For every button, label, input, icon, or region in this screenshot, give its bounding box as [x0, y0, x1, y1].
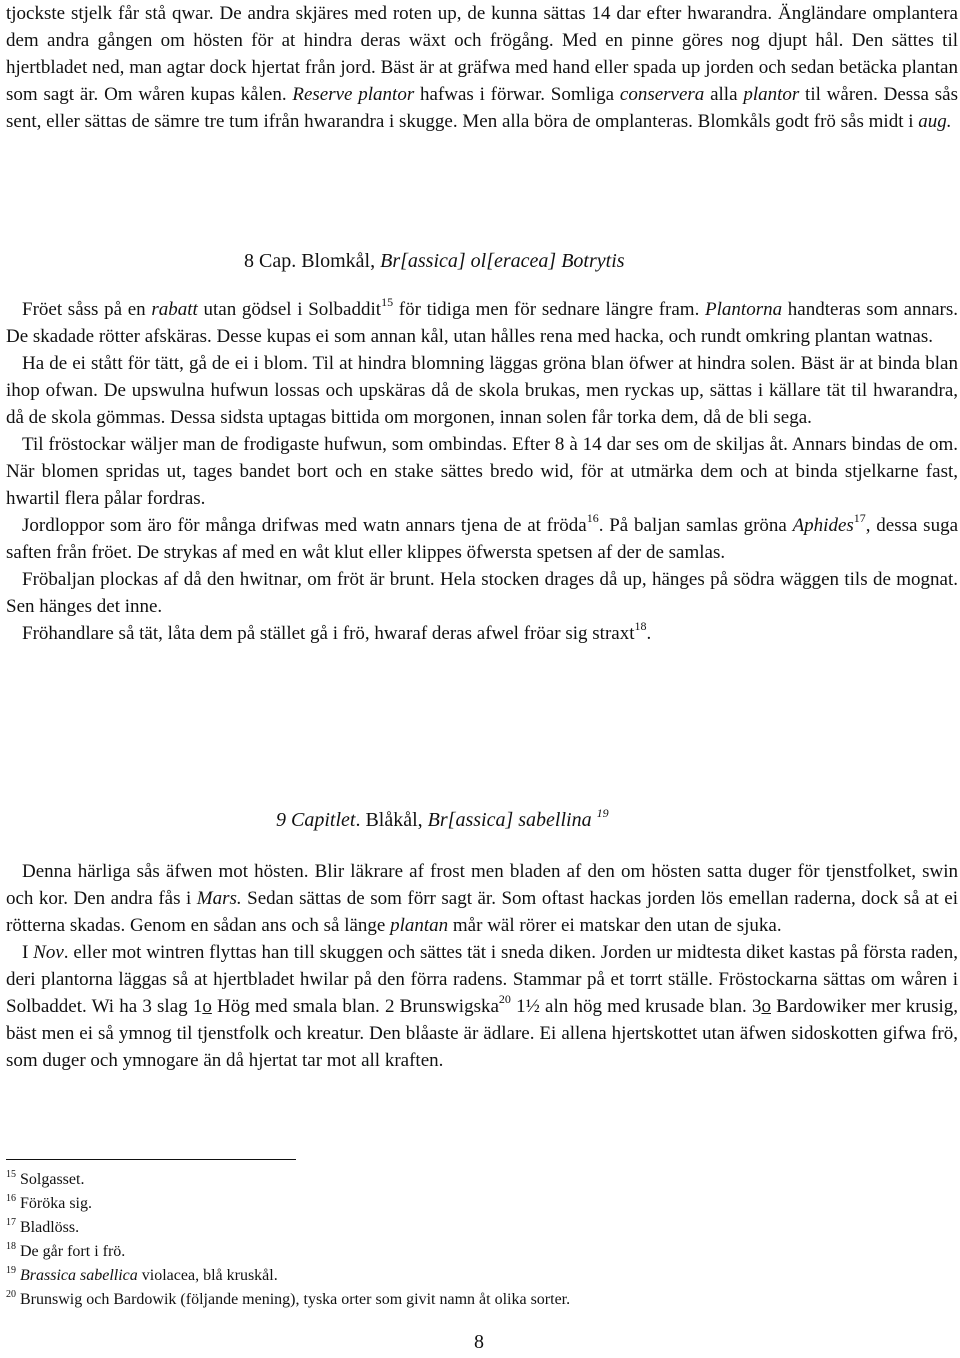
- underlined-text: o: [761, 996, 771, 1017]
- italic-text: rabatt: [151, 299, 198, 320]
- text-run: Bladlöss.: [16, 1219, 80, 1236]
- chapter-heading-8: [244, 249, 625, 273]
- italic-text: Nov: [33, 942, 64, 963]
- text-run: tjockste stjelk får stå qwar. De andra skjäres med roten up, de kunna sättas 14 dar efter hwarandra. Ängländare omplantera dem andra gången om hösten för at hindra deras wäxt och frögång. Med en pinne göres nog djupt hål. Den sättes til hjertbladet ned, man agtar dock hjertat från jord. Bäst är at gräfwa med hand eller spada up jorden och sedan betäcka plantan som sagt är. Om wåren kupas kålen.: [6, 3, 958, 105]
- footnote: [6, 1264, 946, 1288]
- text-run: Til fröstockar wäljer man de frodigaste hufwun, som ombindas. Efter 8 à 14 dar ses om de skiljas åt. Annars bindas de om. När blomen spridas ut, tages bandet bort och en stake sättes bredo wid, för at utmärka dem och at binda stjelkarne fast, hwartil flera pålar fordras.: [6, 434, 958, 509]
- paragraph: [6, 939, 958, 1074]
- paragraph-block-1: [6, 0, 958, 135]
- footnote-ref: 19: [6, 1265, 16, 1276]
- italic-text: Br[assica] sabellina: [427, 809, 592, 831]
- text-run: alla: [704, 84, 744, 105]
- footnote-ref: 17: [6, 1217, 16, 1228]
- text-run: handteras som annars. De skadade rötter afskäras. Desse kupas ei som annan kål, utan hålles rena med hacka, och rundt omkring plantan watnas.: [6, 299, 959, 347]
- italic-text: Reserve plantor: [292, 84, 415, 105]
- italic-text: Aphides: [792, 515, 854, 536]
- chapter-heading-9: [276, 808, 609, 832]
- paragraph-block-3: [6, 858, 958, 1074]
- paragraph: [6, 0, 958, 135]
- footnote-ref: 15: [381, 295, 394, 309]
- footnote-ref: 17: [853, 511, 866, 525]
- italic-text: Mars.: [196, 888, 242, 909]
- text-run: Sedan sättas de som förr sagt är. Som oftast hackas jorden lös emellan raderna, dock så at ei rötterna skadas. Genom en sådan ans och så länge: [6, 888, 958, 936]
- text-run: til wåren. Dessa sås sent, eller sättas de sämre tre tum ifrån hwarandra i skugge. Men alla böra de omplanteras. Blomkåls godt frö sås midt i: [6, 84, 958, 132]
- text-run: utan gödsel i Solbaddit: [197, 299, 382, 320]
- italic-text: plantan: [390, 915, 449, 936]
- footnote-ref: 20: [6, 1289, 16, 1300]
- text-run: 8 Cap. Blomkål,: [244, 250, 381, 272]
- text-run: . På baljan samlas gröna: [598, 515, 793, 536]
- footnote: [6, 1168, 946, 1192]
- italic-text: Br[assica] ol[eracea] Botrytis: [380, 250, 625, 272]
- paragraph: [6, 620, 958, 647]
- text-run: De går fort i frö.: [16, 1243, 126, 1260]
- footnote: [6, 1192, 946, 1216]
- footnote: [6, 1288, 946, 1312]
- italic-text: conservera: [619, 84, 705, 105]
- footnote: [6, 1216, 946, 1240]
- paragraph: [6, 431, 958, 512]
- footnote-ref: 20: [498, 992, 511, 1006]
- text-run: Fröbaljan plockas af då den hwitnar, om fröt är brunt. Hela stocken drages då up, hänges på södra wäggen tils de mognat. Sen hänges det inne.: [6, 569, 958, 617]
- italic-text: plantor: [743, 84, 800, 105]
- text-run: Fröet såss på en: [22, 299, 152, 320]
- text-run: . eller mot wintren flyttas han till skuggen och sättes tät i sneda diken. Jorden ur midtesta diket kastas på första raden, deri plantorna läggas så at hjertbladet hwilar på den förra radens. Stammar på et torrt ställe. Fröstockarna sättas om wåren i Solbaddet. Wi ha 3 slag 1: [6, 942, 958, 1017]
- text-run: Solgasset.: [16, 1171, 85, 1188]
- paragraph: [6, 858, 958, 939]
- text-run: , dessa suga saften från fröet. De strykas af med en wåt klut eller klippes öfwersta spetsen af der de samlas.: [6, 515, 958, 563]
- paragraph: [6, 512, 958, 566]
- footnote-ref: 16: [6, 1193, 16, 1204]
- text-run: Denna härliga sås äfwen mot hösten. Blir läkrare af frost men bladen af den om hösten satta duger för tjenstfolket, swin och kor. Den andra fås i: [6, 861, 958, 909]
- footnote-separator: [6, 1159, 296, 1160]
- text-run: violacea, blå kruskål.: [137, 1267, 278, 1284]
- italic-text: 9 Capitlet: [276, 809, 356, 831]
- text-run: Hög med smala blan. 2 Brunswigska: [211, 996, 499, 1017]
- footnote-ref: 15: [6, 1169, 16, 1180]
- text-run: Jordloppor som äro för många drifwas med watn annars tjena de at fröda: [22, 515, 587, 536]
- footnote-ref: 18: [6, 1241, 16, 1252]
- text-run: Föröka sig.: [16, 1195, 92, 1212]
- footnote-ref: 19: [596, 806, 609, 820]
- text-run: 1½ aln hög med krusade blan. 3: [510, 996, 762, 1017]
- paragraph: [6, 350, 958, 431]
- italic-text: Plantorna: [705, 299, 783, 320]
- text-run: .: [646, 623, 652, 644]
- text-run: . Blåkål,: [355, 809, 428, 831]
- page-number: 8: [474, 1331, 484, 1353]
- paragraph-block-2: [6, 296, 958, 647]
- text-run: Brunswig och Bardowik (följande mening), tyska orter som givit namn åt olika sorter.: [16, 1291, 571, 1308]
- text-run: hafwas i förwar. Somliga: [414, 84, 620, 105]
- text-run: Bardowiker mer krusig, bäst men ei så ymnog til tjenstfolk och kreatur. Den blåaste är ädlare. Ei allena hjertskottet utan äfwen sidoskotten gifwa frö, som duger och ymnogare än då hjertat tar mot all kraften.: [6, 996, 959, 1071]
- text-run: Ha de ei stått för tätt, gå de ei i blom. Til at hindra blomning läggas gröna blan öfwer at hindra solen. Bäst är at binda blan ihop ofwan. De upswulna hufwun lossas och upskäras då de skola brukas, men ryckas up, sättas i källare tät til hwarandra, då de skola gömmas. Dessa sidsta uptagas bittida om morgonen, innan solen får torka dem, då de bli sega.: [6, 353, 958, 428]
- footnote: [6, 1240, 946, 1264]
- text-run: I: [22, 942, 34, 963]
- italic-text: Brassica sabellica: [20, 1267, 138, 1284]
- text-run: Fröhandlare så tät, låta dem på stället gå i frö, hwaraf deras afwel fröar sig straxt: [22, 623, 635, 644]
- text-run: för tidiga men för sednare längre fram.: [393, 299, 706, 320]
- underlined-text: o: [202, 996, 212, 1017]
- footnote-ref: 18: [634, 619, 647, 633]
- paragraph: [6, 566, 958, 620]
- footnote-ref: 16: [586, 511, 599, 525]
- text-run: mår wäl rörer ei matskar den utan de sjuka.: [448, 915, 782, 936]
- italic-text: aug.: [918, 111, 952, 132]
- footnotes: [6, 1168, 946, 1312]
- paragraph: [6, 296, 958, 350]
